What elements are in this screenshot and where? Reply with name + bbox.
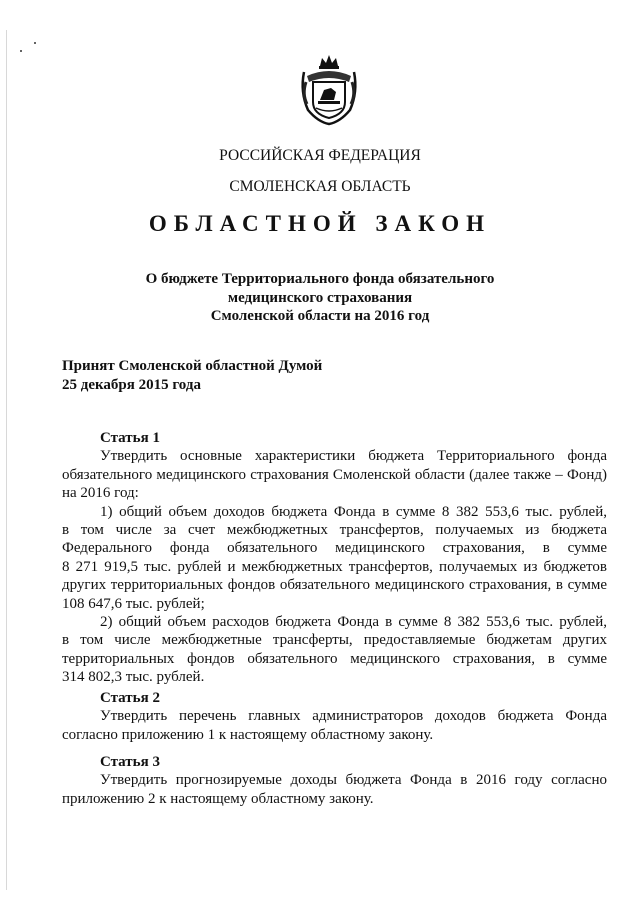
article-1-title: Статья 1 <box>100 430 160 446</box>
article-text-line: 8 271 919,5 тыс. рублей и межбюджетных трансфертов, получаемых из бюджетов <box>62 558 607 575</box>
article-text-line: территориальных фондов обязательного медицинского страхования, в сумме <box>62 650 607 667</box>
region-heading: СМОЛЕНСКАЯ ОБЛАСТЬ <box>229 178 411 195</box>
article-text-line: других территориальных фондов обязательного медицинского страхования, в сумме <box>62 577 607 594</box>
law-subject-title <box>0 270 640 326</box>
article-text-line: на 2016 год: <box>62 485 139 502</box>
article-text-line: Утвердить основные характеристики бюджета Территориального фонда <box>100 448 607 465</box>
document-type-title: ОБЛАСТНОЙ ЗАКОН <box>148 211 492 236</box>
article-3-title: Статья 3 <box>100 754 160 770</box>
article-text-line: Утвердить прогнозируемые доходы бюджета Фонда в 2016 году согласно <box>100 772 607 789</box>
adoption-info <box>62 357 322 394</box>
article-text-line: обязательного медицинского страхования Смоленской области (далее также – Фонд) <box>62 466 607 483</box>
article-text-line: 1) общий объем доходов бюджета Фонда в сумме 8 382 553,6 тыс. рублей, <box>100 503 607 520</box>
article-text-line: приложению 2 к настоящему областному закону. <box>62 790 374 807</box>
article-text-line: Утвердить перечень главных администраторов доходов бюджета Фонда <box>100 708 607 725</box>
article-3 <box>62 753 607 808</box>
subject-line: О бюджете Территориального фонда обязательного <box>145 271 495 287</box>
country-heading: РОССИЙСКАЯ ФЕДЕРАЦИЯ <box>219 147 421 164</box>
article-text-line: в том числе межбюджетные трансферты, предоставляемые бюджетам других <box>62 632 607 649</box>
article-2-title: Статья 2 <box>100 690 160 706</box>
article-text-line: согласно приложению 1 к настоящему областному закону. <box>62 726 434 743</box>
scan-speck <box>20 50 22 52</box>
subject-line: медицинского страхования <box>227 289 413 306</box>
scan-speck <box>34 42 36 44</box>
article-text-line: 2) общий объем расходов бюджета Фонда в сумме 8 382 553,6 тыс. рублей, <box>100 614 607 631</box>
article-text-line: Федерального фонда обязательного медицинского страхования, в сумме <box>62 540 607 557</box>
article-text-line: 314 802,3 тыс. рублей. <box>62 669 205 686</box>
article-1 <box>62 429 607 687</box>
subject-line: Смоленской области на 2016 год <box>210 308 430 324</box>
adoption-date: 25 декабря 2015 года <box>62 376 201 393</box>
coat-of-arms-emblem <box>298 52 360 126</box>
adoption-body: Принят Смоленской областной Думой <box>62 358 323 374</box>
article-text-line: в том числе за счет межбюджетных трансфертов, получаемых из бюджета <box>62 522 607 539</box>
article-2 <box>62 689 607 744</box>
article-text-line: 108 647,6 тыс. рублей; <box>62 595 205 612</box>
